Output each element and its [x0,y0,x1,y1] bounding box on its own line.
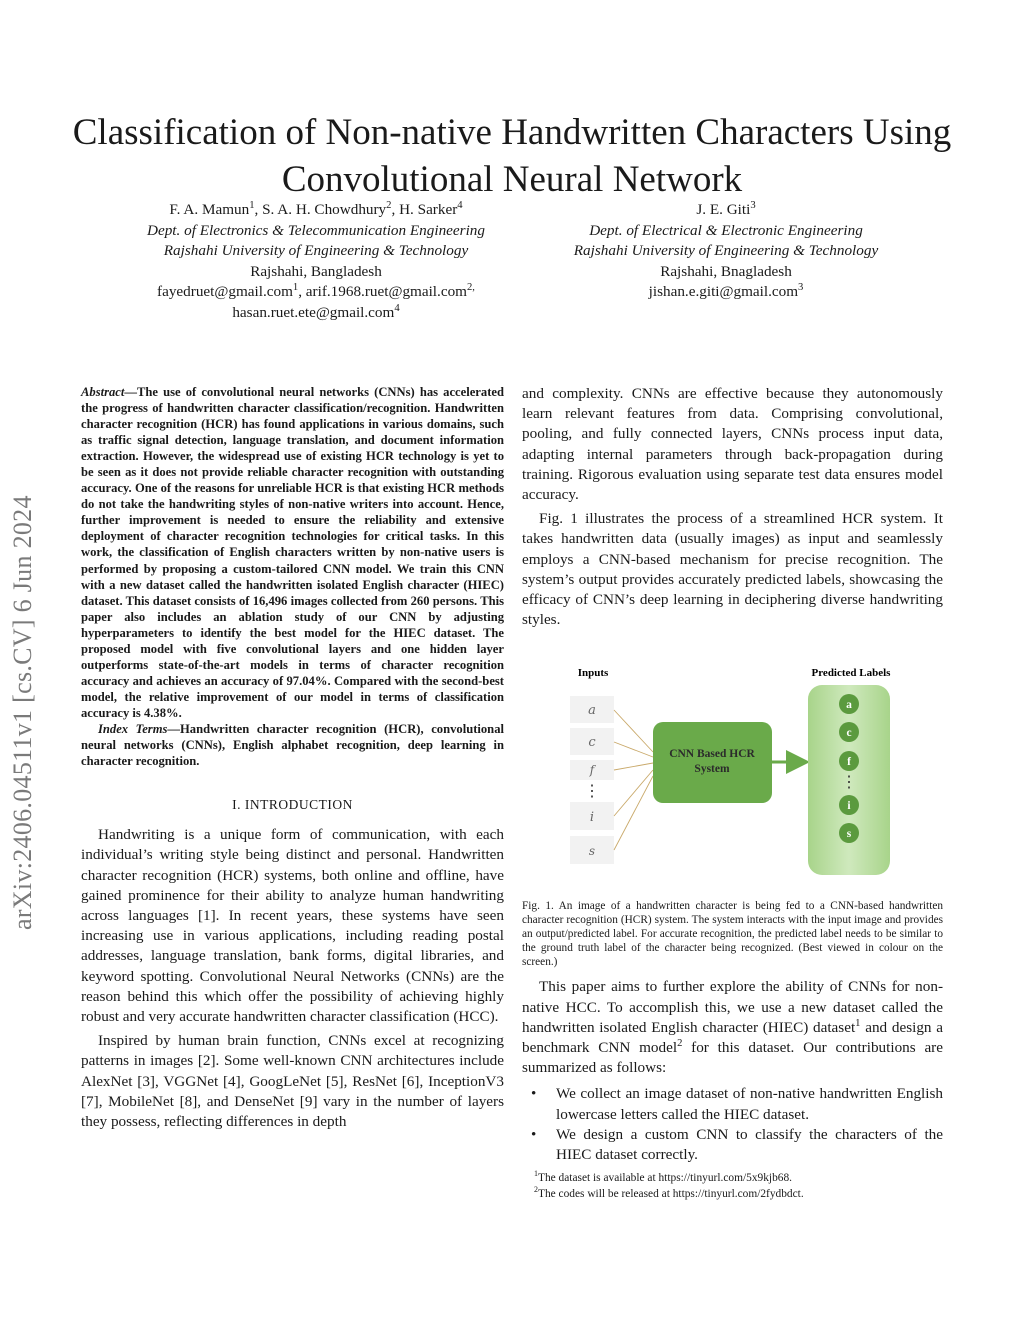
input-char: c [588,735,596,751]
output-ellipsis: ⋮ [841,774,857,792]
predicted-labels-label: Predicted Labels [811,667,891,680]
right-column [522,384,943,1165]
paper-title: Classification of Non-native Handwritten Characters Using Convolutional Neural Network [72,111,952,200]
predicted-label: a [846,699,852,712]
list-item: • We design a custom CNN to classify the characters of the HIEC dataset correctly. [531,1125,943,1164]
input-images [570,696,614,864]
predicted-label: f [847,756,851,769]
author-names: F. A. Mamun$^1$, S. A. H. Chowdhury$^2$, H. Sarker$^4$ [169,199,463,218]
arxiv-identifier: arXiv:2406.04511v1 [cs.CV] 6 Jun 2024 [8,495,37,930]
author-university: Rajshahi University of Engineering & Technology [163,242,469,259]
author-city: Rajshahi, Bnagladesh [660,262,792,280]
predicted-label: i [847,800,851,813]
list-item: • We collect an image dataset of non-native handwritten English lowercase letters called the HIEC dataset. [531,1085,943,1123]
author-city: Rajshahi, Bangladesh [250,262,382,280]
footnote-2: $^2$The codes will be released at https://tinyurl.com/2fydbdct. [534,1185,804,1200]
right-paragraph-2: Fig. 1 illustrates the process of a streamlined HCR system. It takes handwritten data (usually images) as input and seamlessly employs a CNN-based mechanism for precise recognition. The system’s output provides accurately predicted labels, showcasing the efficacy of CNN’s deep learning in deciphering diverse handwriting styles. [522,510,943,629]
predicted-label: s [846,828,852,841]
left-column [81,384,504,1132]
input-char: s [588,844,596,859]
section-heading-introduction: I. INTRODUCTION [232,797,353,813]
author-block-left [90,200,542,323]
cnn-box-label-line2: System [694,763,730,776]
index-terms: Index Terms—Handwritten character recognition (HCR), convolutional neural networks (CNNs), English alphabet recognition, deep learning in character recognition. [81,721,504,769]
author-email: jishan.e.giti@gmail.com$^3$ [648,281,804,300]
intro-paragraph-1: Handwriting is a unique form of communication, with each individual’s writing style being distinct and personal. Handwritten character recognition (HCR) systems, both online and offline, have gained prominence for their ability to analyze human handwriting across languages [1]. In recent years, these systems have seen increasing use in various applications, including reading postal addresses, language translation, bank forms, digital libraries, and keyword spotting. Convolutional Neural Networks (CNNs) are the reason behind this which offer the possibility of achieving highly robust and very accurate handwritten character classification (HCC). [81,826,504,1025]
intro-paragraph-2: Inspired by human brain function, CNNs excel at recognizing patterns in images [2]. Some well-known CNN architectures include AlexNet [3], VGGNet [4], GoogLeNet [5], ResNet [6], InceptionV3 [7], MobileNet [8], and DenseNet [9] vary in the number of layers they possess, reflecting differences in depth [81,1032,504,1130]
figure-1 [522,660,943,885]
author-names: J. E. Giti$^3$ [696,199,756,218]
right-paragraph-3: This paper aims to further explore the ability of CNNs for non-native HCC. To accomplish this, we use a new dataset called the handwritten isolated English character (HIEC) dataset$^1$ and design a benchmark CNN model$^2$ for this dataset. Our contributions are summarized as follows: [522,978,943,1077]
input-char: a [588,703,596,719]
input-ellipsis: ⋮ [584,781,600,801]
author-emails: fayedruet@gmail.com$^1$, arif.1968.ruet@gmail.com$^{2,}$ [157,281,475,300]
footnote-1: $^1$The dataset is available at https://tinyurl.com/5x9kjb68. [534,1169,793,1184]
author-email-3: hasan.ruet.ete@gmail.com$^4$ [232,302,400,321]
author-dept: Dept. of Electronics & Telecommunication Engineering [146,221,485,239]
input-char: f [589,763,595,778]
input-char: i [589,810,595,826]
predicted-label: c [846,727,852,740]
contributions-list [522,1084,943,1165]
inputs-label: Inputs [577,667,609,680]
author-dept: Dept. of Electrical & Electronic Engineering [589,221,863,239]
right-paragraph-1: and complexity. CNNs are effective because they autonomously learn relevant features from data. Comprising convolutional, pooling, and fully connected layers, CNNs process input data, adapting internal parameters through back-propagation during training. Rigorous evaluation using separate test data ensures model accuracy. [522,385,943,504]
footnotes [534,1170,944,1202]
abstract: Abstract—The use of convolutional neural networks (CNNs) has accelerated the progress of handwritten character classification/recognition. Handwritten character recognition (HCR) has found applications in various domains, such as traffic signal detection, language translation, and document information extraction. However, the widespread use of existing HCR technology is yet to be seen as it does not provide reliable character recognition with outstanding accuracy. One of the reasons for unreliable HCR is that existing HCR methods do not take the handwriting styles of non-native writers into account. Hence, further improvement is needed to ensure the reliability and extensive deployment of character recognition technologies for critical tasks. In this work, the classification of English characters written by non-native users is performed by proposing a custom-tailored CNN model. We train this CNN with a new dataset called the handwritten isolated English character (HIEC) dataset. This dataset consists of 16,496 images collected from 260 persons. This paper also includes an ablation study of our CNN by adjusting hyperparameters to identify the best model for the HIEC dataset. The proposed model with five convolutional layers and one hidden layer outperforms state-of-the-art models in terms of character recognition accuracy and achieves an accuracy of 97.04%. Compared with the second-best model, the relative improvement of our model in terms of classification accuracy is 4.38%. [81,385,504,720]
figure-1-caption: Fig. 1. An image of a handwritten character is being fed to a CNN-based handwritten character recognition (HCR) system. The system interacts with the input image and provides an output/predicted label. For accurate recognition, the predicted label needs to be similar to the ground truth label of the character being recognized. (Best viewed in colour on the screen.) [522,900,943,969]
author-university: Rajshahi University of Engineering & Technology [573,242,879,259]
cnn-box-label-line1: CNN Based HCR [669,748,755,761]
hcr-system-diagram [522,660,943,885]
author-block-right [540,200,912,303]
connection-lines [614,710,653,850]
